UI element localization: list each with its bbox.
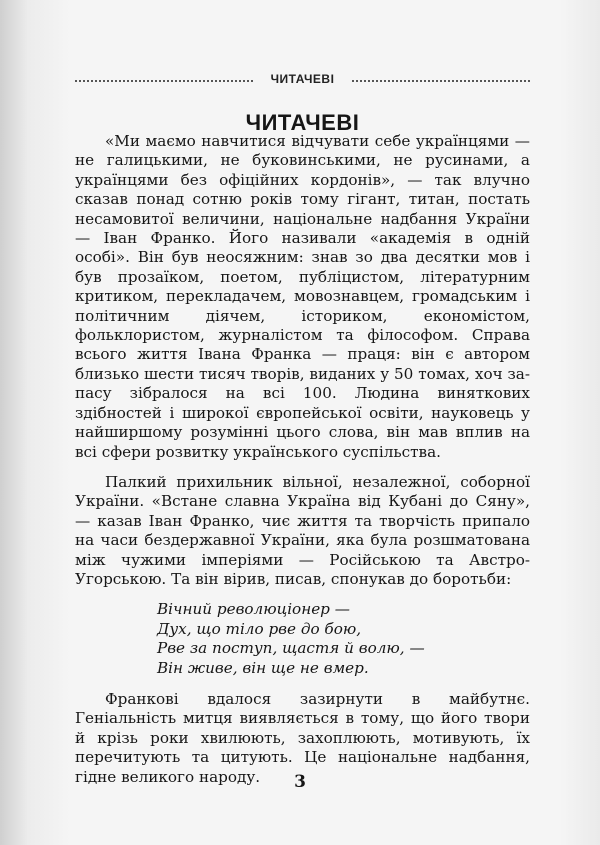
page-number: 3 (294, 772, 306, 792)
paragraph-3: Франкові вдалося зазирнути в майбутнє. Геніальність митця виявляється в тому, що його твори й крізь роки хвилюють, захоплюють, мотивують, їх перечитують та цитують. Це національне надбання, гідне великого народу. (75, 689, 530, 786)
page-title: ЧИТАЧЕВІ (245, 110, 360, 135)
running-header-title: ЧИТАЧЕВІ (270, 72, 335, 86)
header-rule-right (352, 80, 530, 82)
poem-quote (157, 600, 530, 678)
poem-line: Дух, що тіло рве до бою, (157, 619, 362, 638)
paragraph-1: «Ми маємо навчитися відчувати себе українцями — не галицькими, не буковинськими, не русинами, а українцями без офіційних кордонів», — так влучно сказав понад сотню років тому гігант, титан, постать несамовитої величини, національне надбання України — Іван Франко. Його називали «академія в одній особі». Він був неосяжним: знав зо два десятки мов і був прозаїком, поетом, публіцистом, літературним критиком, перекладачем, мовознавцем, громадським і політичним діячем, істориком, економістом, фольклористом, журналістом та філософом. Справа всього життя Івана Франка — праця: він є автором близько шести тисяч творів, виданих у 50 томах, хоч запасу зібралося на всі 100. Людина виняткових здібностей і широкої європейської освіти, науковець у найширшому розумінні цього слова, він мав вплив на всі сфери розвитку українського суспільства. (75, 132, 530, 461)
paragraph-2: Палкий прихильник вільної, незалежної, соборної України. «Встане славна Україна від Кубані до Сяну», — казав Іван Франко, чиє життя та творчість припало на часи бездержавної України, яка була розшматована між чужими імперіями — Російською та Австро-Угорською. Та він вірив, писав, спонукав до боротьби: (75, 472, 530, 588)
poem-line: Рве за поступ, щастя й волю, — (157, 639, 425, 658)
poem-line: Він живе, він ще не вмер. (157, 658, 369, 677)
poem-line: Вічний революціонер — (157, 600, 350, 619)
body-text (75, 132, 530, 787)
running-header (75, 72, 530, 88)
